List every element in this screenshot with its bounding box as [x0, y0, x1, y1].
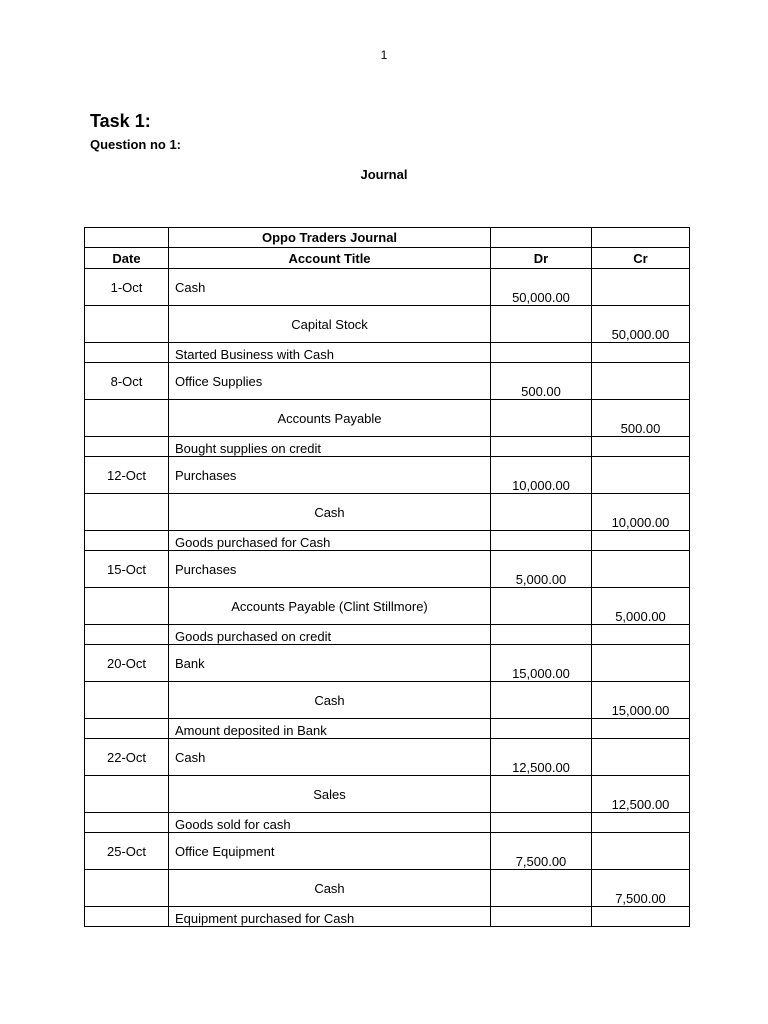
- journal-narration-row: [85, 437, 690, 457]
- credit-amount: 5,000.00: [592, 588, 690, 625]
- table-header-row: [85, 248, 690, 269]
- journal-heading: Journal: [360, 167, 408, 182]
- empty-cell: [491, 228, 592, 248]
- journal-credit-row: [85, 776, 690, 813]
- empty-cell: [85, 682, 169, 719]
- journal-credit-row: [85, 400, 690, 437]
- narration: Equipment purchased for Cash: [169, 907, 491, 927]
- credit-account: Sales: [169, 776, 491, 813]
- question-label: Question no 1:: [90, 137, 181, 152]
- empty-cell: [592, 833, 690, 870]
- empty-cell: [85, 625, 169, 645]
- empty-cell: [592, 531, 690, 551]
- empty-cell: [85, 588, 169, 625]
- journal-narration-row: [85, 625, 690, 645]
- empty-cell: [491, 437, 592, 457]
- empty-cell: [592, 457, 690, 494]
- journal-debit-row: [85, 739, 690, 776]
- journal-narration-row: [85, 343, 690, 363]
- empty-cell: [491, 588, 592, 625]
- empty-cell: [491, 531, 592, 551]
- credit-account: Cash: [169, 494, 491, 531]
- debit-account: Cash: [169, 739, 491, 776]
- empty-cell: [85, 907, 169, 927]
- narration: Goods sold for cash: [169, 813, 491, 833]
- header-cr: Cr: [592, 248, 690, 269]
- empty-cell: [592, 343, 690, 363]
- debit-amount: 5,000.00: [491, 551, 592, 588]
- entry-date: 20-Oct: [85, 645, 169, 682]
- debit-amount: 500.00: [491, 363, 592, 400]
- credit-amount: 10,000.00: [592, 494, 690, 531]
- debit-account: Office Supplies: [169, 363, 491, 400]
- journal-debit-row: [85, 269, 690, 306]
- empty-cell: [491, 682, 592, 719]
- debit-account: Purchases: [169, 457, 491, 494]
- page-number: 1: [380, 48, 388, 62]
- credit-amount: 500.00: [592, 400, 690, 437]
- empty-cell: [592, 813, 690, 833]
- debit-amount: 10,000.00: [491, 457, 592, 494]
- entry-date: 1-Oct: [85, 269, 169, 306]
- empty-cell: [592, 437, 690, 457]
- empty-cell: [491, 907, 592, 927]
- empty-cell: [491, 400, 592, 437]
- empty-cell: [85, 437, 169, 457]
- empty-cell: [592, 363, 690, 400]
- empty-cell: [85, 228, 169, 248]
- empty-cell: [85, 494, 169, 531]
- empty-cell: [491, 343, 592, 363]
- table-title-row: [85, 228, 690, 248]
- journal-debit-row: [85, 363, 690, 400]
- narration: Goods purchased on credit: [169, 625, 491, 645]
- credit-account: Capital Stock: [169, 306, 491, 343]
- credit-account: Accounts Payable (Clint Stillmore): [169, 588, 491, 625]
- journal-debit-row: [85, 833, 690, 870]
- entry-date: 25-Oct: [85, 833, 169, 870]
- empty-cell: [85, 531, 169, 551]
- credit-account: Accounts Payable: [169, 400, 491, 437]
- empty-cell: [592, 739, 690, 776]
- empty-cell: [592, 645, 690, 682]
- empty-cell: [592, 719, 690, 739]
- journal-narration-row: [85, 531, 690, 551]
- company-journal-title: Oppo Traders Journal: [169, 228, 491, 248]
- empty-cell: [491, 776, 592, 813]
- empty-cell: [491, 625, 592, 645]
- journal-narration-row: [85, 907, 690, 927]
- debit-account: Purchases: [169, 551, 491, 588]
- empty-cell: [85, 870, 169, 907]
- header-date: Date: [85, 248, 169, 269]
- journal-credit-row: [85, 588, 690, 625]
- empty-cell: [592, 907, 690, 927]
- empty-cell: [491, 494, 592, 531]
- header-dr: Dr: [491, 248, 592, 269]
- entry-date: 15-Oct: [85, 551, 169, 588]
- empty-cell: [85, 306, 169, 343]
- debit-amount: 7,500.00: [491, 833, 592, 870]
- credit-account: Cash: [169, 682, 491, 719]
- journal-credit-row: [85, 870, 690, 907]
- debit-amount: 15,000.00: [491, 645, 592, 682]
- entry-date: 12-Oct: [85, 457, 169, 494]
- journal-debit-row: [85, 645, 690, 682]
- empty-cell: [85, 400, 169, 437]
- journal-debit-row: [85, 457, 690, 494]
- debit-amount: 50,000.00: [491, 269, 592, 306]
- journal-credit-row: [85, 306, 690, 343]
- credit-amount: 7,500.00: [592, 870, 690, 907]
- empty-cell: [85, 813, 169, 833]
- empty-cell: [85, 719, 169, 739]
- journal-table: [84, 227, 690, 927]
- narration: Started Business with Cash: [169, 343, 491, 363]
- journal-debit-row: [85, 551, 690, 588]
- entry-date: 8-Oct: [85, 363, 169, 400]
- empty-cell: [491, 813, 592, 833]
- debit-account: Bank: [169, 645, 491, 682]
- credit-amount: 12,500.00: [592, 776, 690, 813]
- empty-cell: [592, 551, 690, 588]
- narration: Amount deposited in Bank: [169, 719, 491, 739]
- narration: Bought supplies on credit: [169, 437, 491, 457]
- debit-amount: 12,500.00: [491, 739, 592, 776]
- task-title: Task 1:: [90, 111, 151, 131]
- empty-cell: [85, 343, 169, 363]
- debit-account: Cash: [169, 269, 491, 306]
- empty-cell: [592, 269, 690, 306]
- journal-body: [85, 228, 690, 927]
- credit-amount: 50,000.00: [592, 306, 690, 343]
- empty-cell: [592, 625, 690, 645]
- empty-cell: [491, 870, 592, 907]
- entry-date: 22-Oct: [85, 739, 169, 776]
- credit-amount: 15,000.00: [592, 682, 690, 719]
- narration: Goods purchased for Cash: [169, 531, 491, 551]
- empty-cell: [491, 306, 592, 343]
- journal-narration-row: [85, 813, 690, 833]
- debit-account: Office Equipment: [169, 833, 491, 870]
- journal-credit-row: [85, 682, 690, 719]
- journal-credit-row: [85, 494, 690, 531]
- credit-account: Cash: [169, 870, 491, 907]
- empty-cell: [85, 776, 169, 813]
- empty-cell: [592, 228, 690, 248]
- empty-cell: [491, 719, 592, 739]
- header-account-title: Account Title: [169, 248, 491, 269]
- journal-narration-row: [85, 719, 690, 739]
